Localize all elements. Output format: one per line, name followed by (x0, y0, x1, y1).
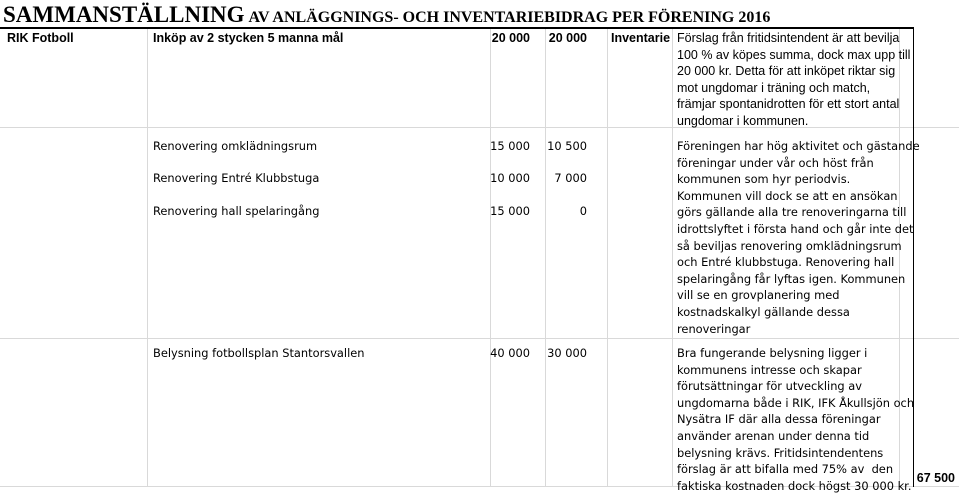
grid-line (545, 29, 546, 487)
granted-amount: 7 000 (554, 171, 587, 185)
applied-amount: 10 000 (490, 171, 530, 185)
club-name: RIK Fotboll (7, 31, 74, 45)
grid-line (672, 29, 673, 487)
item-description: Belysning fotbollsplan Stantorsvallen (153, 346, 365, 360)
header-divider (0, 27, 913, 29)
grid-line (0, 338, 959, 339)
item-description: Renovering hall spelaringång (153, 204, 320, 218)
grid-line (490, 29, 491, 487)
title-main: SAMMANSTÄLLNING (3, 2, 245, 27)
applied-amount: 15 000 (490, 139, 530, 153)
comment-text: Bra fungerande belysning ligger i kommunens intresse och skapar förutsättningar för utveckling av ungdomarna både i RIK, IFK Åkullsjön och Nysätra IF där alla dessa föreningar använder arenan under denna tid belysning krävs. Fritidsintendentens förslag är att bifalla med 75% av den faktiska kostnaden dock högst 30 000 kr. (677, 346, 915, 493)
grid-line (147, 29, 148, 487)
granted-amount: 30 000 (547, 346, 587, 360)
comment-text: Förslag från fritidsintendent är att bevilja 100 % av köpes summa, dock max upp till 20 000 kr. Detta för att inköpet riktar sig mot ungdomar i träning och match, främjar spontanidrotten för ett stort antal ungdomar i kommunen. (677, 31, 911, 128)
comment-text: Föreningen har hög aktivitet och gästande föreningar under vår och höst från kommunen som hyr periodvis. Kommunen vill dock se att en ansökan görs gällande alla tre renoveringarna till idrottslyftet i första hand och går inte det så beviljas renovering omklädningsrum och Entré klubbstuga. Renovering hall spelaringång får lyftas igen. Kommunen vill se en grovplanering med kostnadskalkyl gällande dessa renoveringar (677, 139, 920, 336)
applied-amount: 20 000 (491, 31, 530, 45)
grid-line (607, 29, 608, 487)
grant-type: Inventarie (611, 31, 671, 45)
item-description: Renovering omklädningsrum (153, 139, 318, 153)
total-amount: 67 500 (916, 471, 955, 485)
applied-amount: 40 000 (490, 346, 530, 360)
title-subtitle: AV ANLÄGGNINGS- OCH INVENTARIEBIDRAG PER FÖRENING 2016 (248, 9, 771, 26)
granted-amount: 20 000 (548, 31, 587, 45)
applied-amount: 15 000 (490, 204, 530, 218)
granted-amount: 0 (579, 204, 587, 218)
item-description: Renovering Entré Klubbstuga (153, 171, 320, 185)
page-title (3, 2, 770, 28)
granted-amount: 10 500 (547, 139, 587, 153)
item-description: Inköp av 2 stycken 5 manna mål (153, 31, 344, 45)
